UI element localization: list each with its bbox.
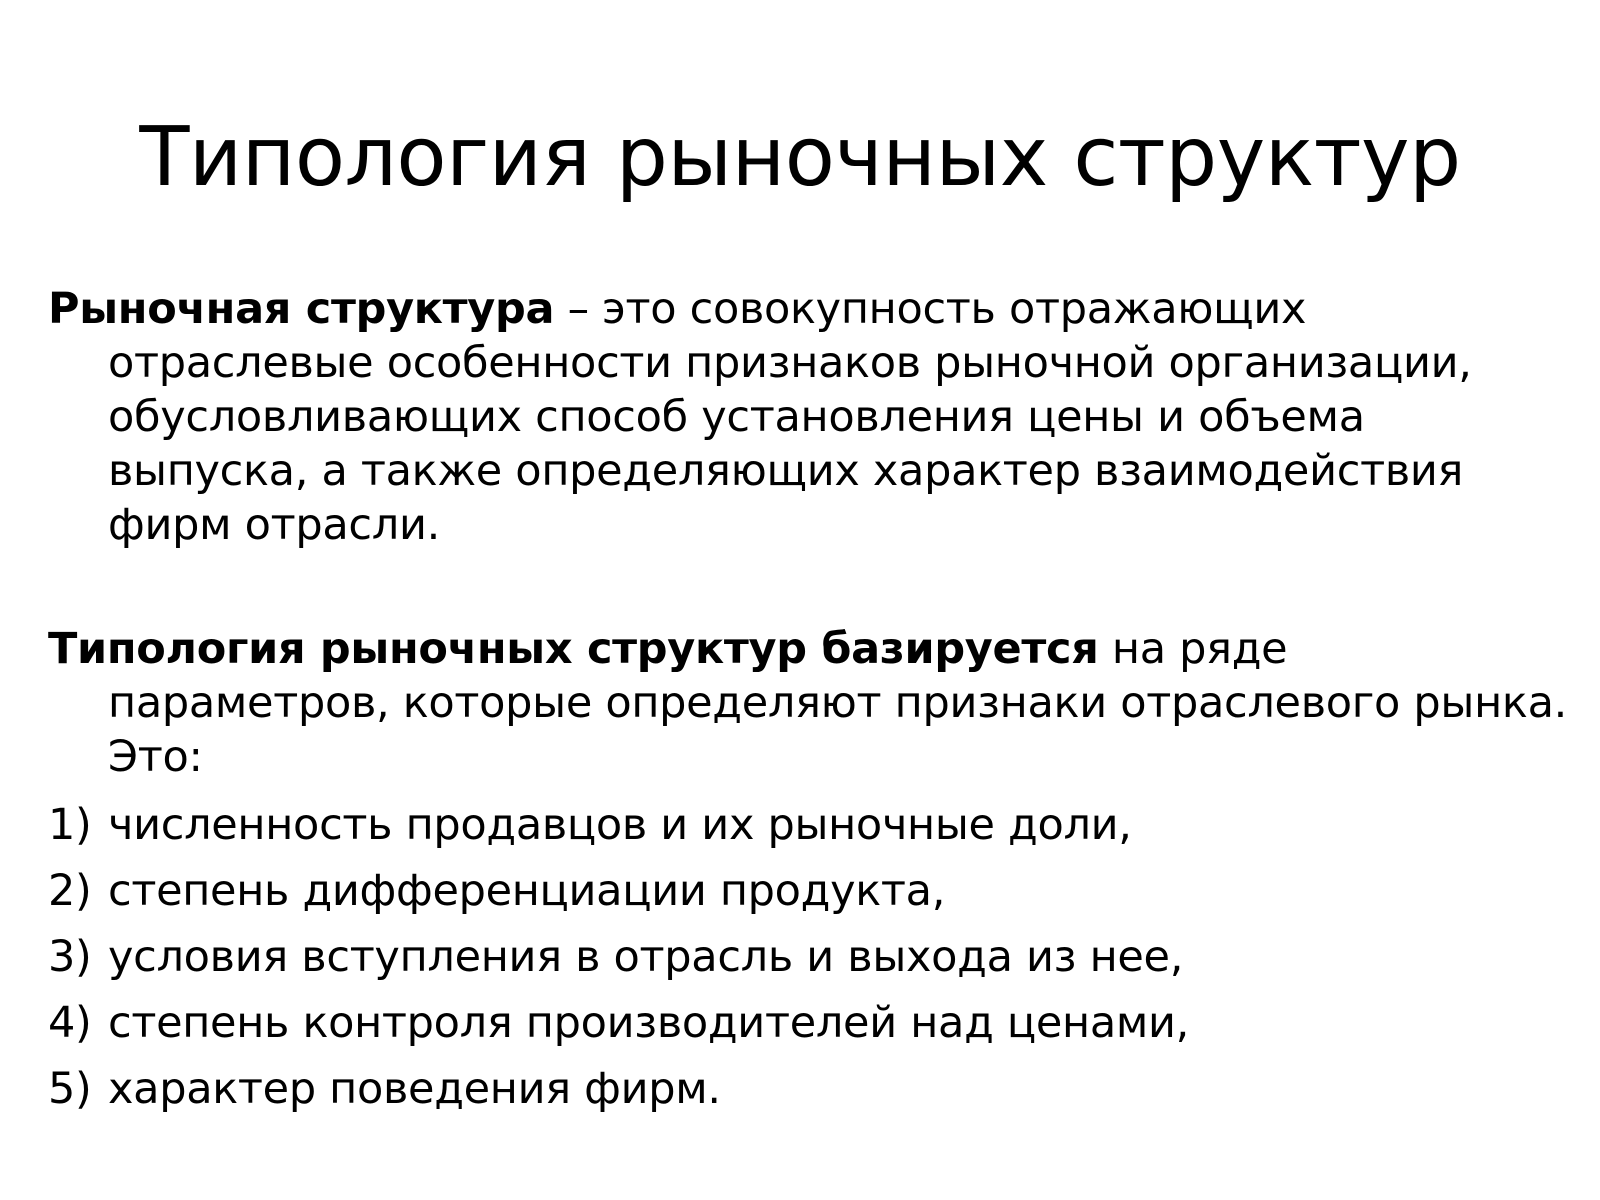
parameters-list: [48, 792, 1548, 1122]
typology-text: на ряде параметров, которые определяют признаки отраслевого рынка. Это:: [108, 624, 1567, 782]
list-item-text: численность продавцов и их рыночные доли,: [108, 800, 1132, 850]
list-item-text: условия вступления в отрасль и выхода из нее,: [108, 932, 1184, 982]
list-item-number: 1): [48, 800, 92, 850]
slide-title: Типология рыночных структур: [139, 110, 1461, 205]
list-item: [48, 1056, 1548, 1122]
list-item-number: 2): [48, 866, 92, 916]
typology-paragraph: [48, 622, 1578, 784]
list-item-number: 5): [48, 1064, 92, 1114]
list-item-text: характер поведения фирм.: [108, 1064, 721, 1114]
definition-paragraph: [48, 282, 1578, 552]
typology-term: Типология рыночных структур базируется: [48, 624, 1099, 674]
list-item-number: 3): [48, 932, 92, 982]
list-item-text: степень дифференциации продукта,: [108, 866, 946, 916]
definition-term: Рыночная структура: [48, 284, 555, 334]
list-item-text: степень контроля производителей над ценами,: [108, 998, 1190, 1048]
list-item: [48, 792, 1548, 858]
list-item: [48, 858, 1548, 924]
definition-text: – это совокупность отражающих отраслевые особенности признаков рыночной организации, обусловливающих способ установления цены и объема выпуска, а также определяющих характер взаимодействия фирм отрасли.: [108, 284, 1472, 550]
list-item: [48, 990, 1548, 1056]
list-item-number: 4): [48, 998, 92, 1048]
list-item: [48, 924, 1548, 990]
